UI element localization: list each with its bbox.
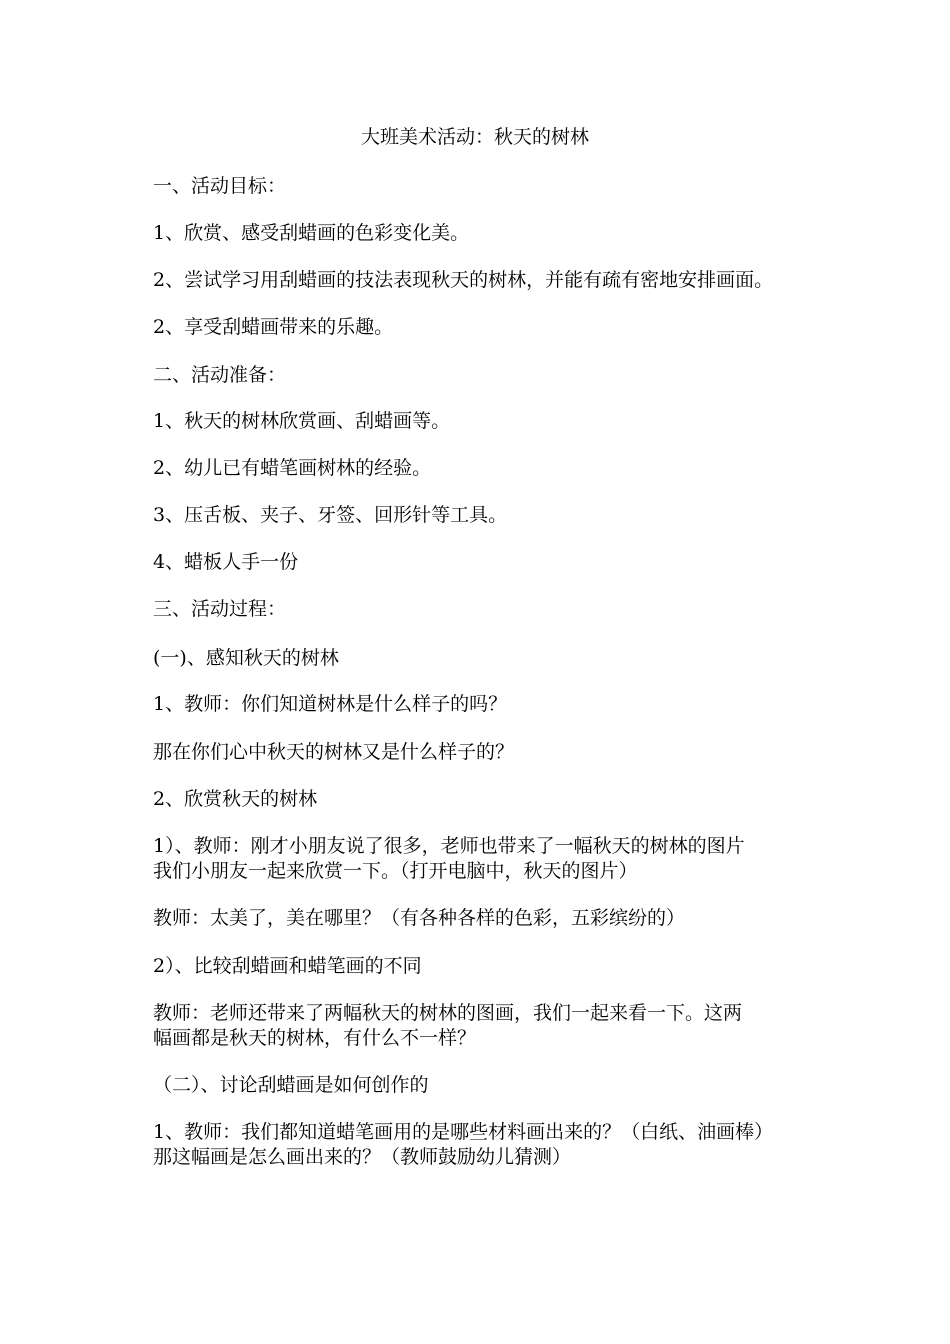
goal-item-1: 1、欣赏、感受刮蜡画的色彩变化美。 xyxy=(153,222,470,244)
preparation-item-1: 1、秋天的树林欣赏画、刮蜡画等。 xyxy=(153,410,451,432)
process-subheading-1: (一)、感知秋天的树林 xyxy=(153,647,339,669)
section-heading-goals: 一、活动目标： xyxy=(153,175,287,197)
process-paragraph: 我们小朋友一起来欣赏一下。（打开电脑中，秋天的图片） xyxy=(153,860,638,882)
process-paragraph: 1、教师：我们都知道蜡笔画用的是哪些材料画出来的？（白纸、油画棒） xyxy=(153,1121,774,1143)
process-paragraph: 那在你们心中秋天的树林又是什么样子的？ xyxy=(153,741,515,763)
process-paragraph: 2）、比较刮蜡画和蜡笔画的不同 xyxy=(153,955,422,977)
goal-item-2: 2、尝试学习用刮蜡画的技法表现秋天的树林，并能有疏有密地安排画面。 xyxy=(153,269,774,291)
section-heading-process: 三、活动过程： xyxy=(153,598,287,620)
process-paragraph: 1、教师：你们知道树林是什么样子的吗？ xyxy=(153,693,508,715)
process-paragraph: 那这幅画是怎么画出来的？（教师鼓励幼儿猜测） xyxy=(153,1146,572,1168)
process-paragraph: 幅画都是秋天的树林，有什么不一样？ xyxy=(153,1027,477,1049)
preparation-item-4: 4、蜡板人手一份 xyxy=(153,551,299,573)
document-title: 大班美术活动：秋天的树林 xyxy=(360,126,589,148)
goal-item-3: 2、享受刮蜡画带来的乐趣。 xyxy=(153,316,394,338)
process-paragraph: 1）、教师：刚才小朋友说了很多，老师也带来了一幅秋天的树林的图片 xyxy=(153,835,745,857)
preparation-item-3: 3、压舌板、夹子、牙签、回形针等工具。 xyxy=(153,504,508,526)
process-paragraph: 教师：太美了，美在哪里？（有各种各样的色彩，五彩缤纷的） xyxy=(153,907,686,929)
process-paragraph: 教师：老师还带来了两幅秋天的树林的图画，我们一起来看一下。这两 xyxy=(153,1002,743,1024)
section-heading-preparation: 二、活动准备： xyxy=(153,364,287,386)
process-subheading-2: （二）、讨论刮蜡画是如何创作的 xyxy=(153,1074,429,1096)
process-paragraph: 2、欣赏秋天的树林 xyxy=(153,788,318,810)
preparation-item-2: 2、幼儿已有蜡笔画树林的经验。 xyxy=(153,457,432,479)
